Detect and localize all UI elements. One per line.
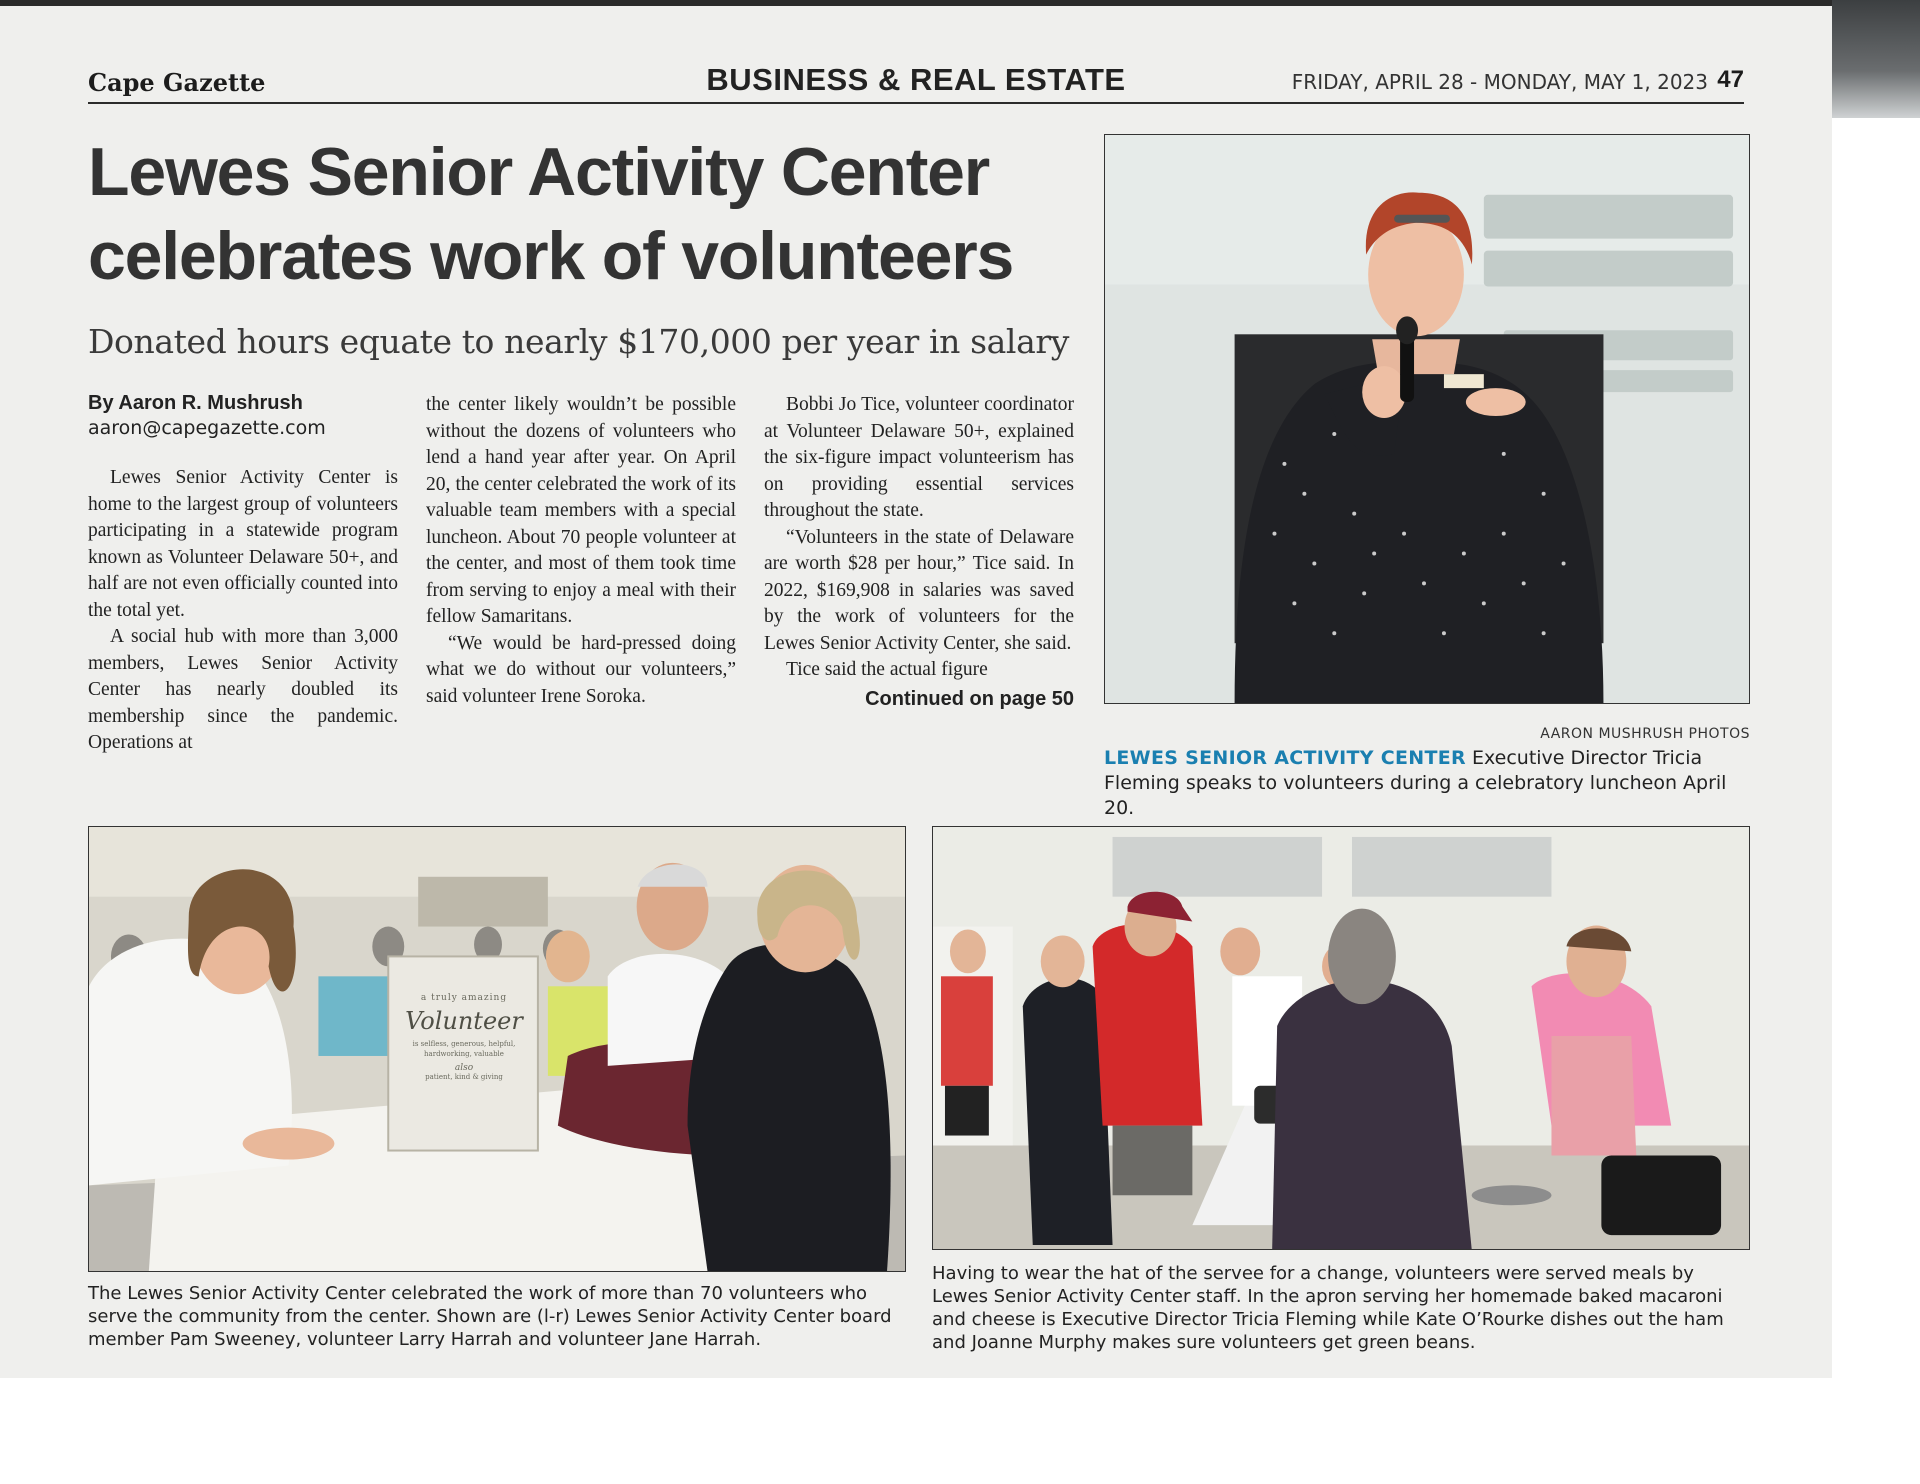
photo-speaker xyxy=(1104,134,1750,704)
headline-line-1: Lewes Senior Activity Center xyxy=(88,134,990,210)
issue-date: FRIDAY, APRIL 28 - MONDAY, MAY 1, 2023 xyxy=(1291,70,1708,94)
photo-caption-left: The Lewes Senior Activity Center celebrated the work of more than 70 volunteers who serve the community from the center. Shown are (l-r) Lewes Senior Activity Center board member Pam Sweeney, volunteer Larry Harrah and volunteer Jane Harrah. xyxy=(88,1283,892,1350)
paragraph: A social hub with more than 3,000 members, Lewes Senior Activity Center has nearly doubled its membership since the pandemic. Operations at xyxy=(88,626,398,753)
sign-text-5: patient, kind & giving xyxy=(425,1073,503,1081)
paragraph: the center likely wouldn’t be possible without the dozens of volunteers who lend a hand year after year. On April 20, the center celebrated the work of its valuable team members with a special luncheon. About 70 people volunteer at the center, and most of them took time from serving to enjoy a meal with their fellow Samaritans. xyxy=(426,394,736,627)
section-title: BUSINESS & REAL ESTATE xyxy=(706,62,1126,97)
photo-volunteers-table xyxy=(88,826,906,1272)
paragraph: Lewes Senior Activity Center is home to the largest group of volunteers participating in a statewide program known as Volunteer Delaware 50+, and half are not even officially counted into the total yet. xyxy=(88,467,398,621)
subheadline: Donated hours equate to nearly $170,000 per year in salary xyxy=(88,322,1069,361)
headline xyxy=(88,130,1078,298)
photo-credit: AARON MUSHRUSH PHOTOS xyxy=(1540,726,1750,742)
folio-bar xyxy=(88,64,1744,104)
article-column-2 xyxy=(426,392,736,710)
caption-text: Executive Director Tricia Fleming speaks to volunteers during a celebratory luncheon April 20. xyxy=(1104,747,1727,819)
scan-bottom-margin xyxy=(0,1378,1832,1484)
sign-text-2: Volunteer xyxy=(405,1007,523,1035)
photo-caption-right: Having to wear the hat of the servee for a change, volunteers were served meals by Lewes Senior Activity Center staff. In the apron serving her homemade baked macaroni and cheese is Executive Director Tricia Fleming while Kate O’Rourke dishes out the ham and Joanne Murphy makes sure volunteers get green beans. xyxy=(932,1263,1724,1353)
sign-text-4: also xyxy=(454,1063,474,1073)
scan-margin xyxy=(1832,118,1920,1484)
photo-caption-top xyxy=(1104,746,1754,821)
paragraph: Tice said the actual figure xyxy=(786,659,988,680)
paragraph: Bobbi Jo Tice, volunteer coordinator at Volunteer Delaware 50+, explained the six-figure impact volunteerism has on providing essential services throughout the state. xyxy=(764,394,1074,521)
paragraph: “We would be hard-pressed doing what we do without our volunteers,” said volunteer Irene Soroka. xyxy=(426,632,736,707)
author-email: aaron@capegazette.com xyxy=(88,417,326,439)
scanner-edge xyxy=(1832,0,1920,118)
byline: By Aaron R. Mushrush xyxy=(88,392,303,414)
page-number: 47 xyxy=(1717,66,1744,93)
article-column-3 xyxy=(764,392,1074,711)
sign-text-3: is selfless, generous, helpful, hardworking, valuable xyxy=(412,1040,516,1058)
paragraph: “Volunteers in the state of Delaware are worth $28 per hour,” Tice said. In 2022, $169,908 in salaries was saved by the work of volunteers for the Lewes Senior Activity Center, she said. xyxy=(764,526,1074,654)
headline-line-2: celebrates work of volunteers xyxy=(88,218,1014,294)
article-column-1 xyxy=(88,392,398,757)
volunteer-sign xyxy=(389,957,539,1152)
sign-text-1: a truly amazing xyxy=(420,993,508,1003)
photo-serving-line xyxy=(932,826,1750,1250)
publication-name: Cape Gazette xyxy=(88,68,266,97)
caption-lead: LEWES SENIOR ACTIVITY CENTER xyxy=(1104,747,1466,769)
continued-jump: Continued on page 50 xyxy=(865,687,1074,710)
